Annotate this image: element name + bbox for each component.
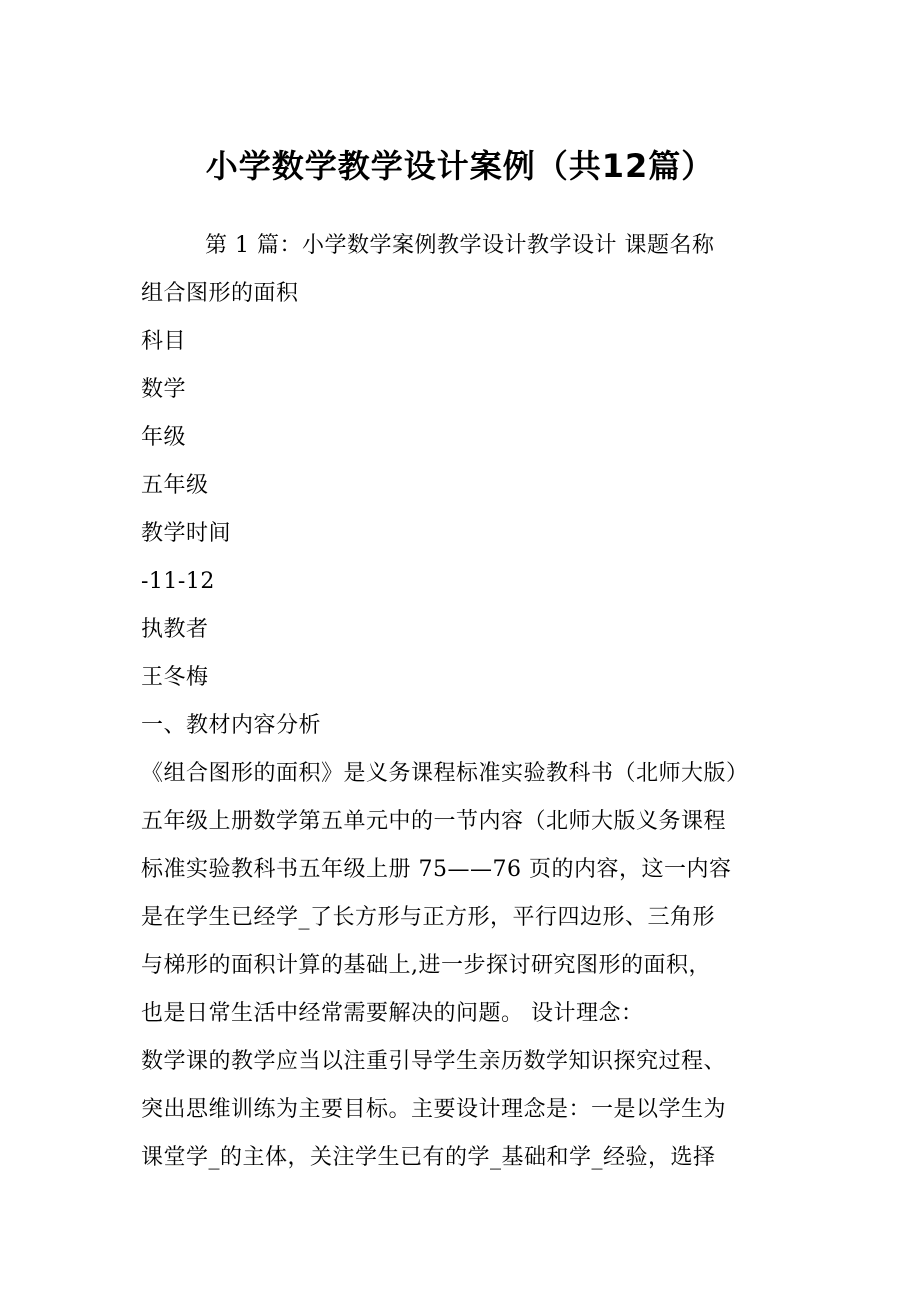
paragraph-line: 王冬梅 (141, 665, 209, 690)
paragraph-line: 数学 (141, 377, 187, 402)
paragraph-line: 突出思维训练为主要目标。主要设计理念是：一是以学生为 (141, 1097, 727, 1122)
paragraph-line: 标准实验教科书五年级上册 75——76 页的内容，这一内容 (141, 857, 732, 882)
paragraph-line: 数学课的教学应当以注重引导学生亲历数学知识探究过程、 (141, 1049, 727, 1074)
paragraph-line: 五年级 (141, 473, 209, 498)
section-heading: 一、教材内容分析 (141, 713, 322, 738)
paragraph-line: 执教者 (141, 617, 209, 642)
paragraph-line: -11-12 (141, 569, 215, 594)
paragraph-line: 《组合图形的面积》是义务课程标准实验教科书（北师大版） (141, 761, 749, 786)
paragraph-line: 课堂学_的主体，关注学生已有的学_基础和学_经验，选择 (141, 1145, 716, 1170)
paragraph-line: 教学时间 (141, 521, 232, 546)
paragraph-line: 科目 (141, 329, 187, 354)
paragraph-line: 第 1 篇：小学数学案例教学设计教学设计 课题名称 (205, 233, 715, 258)
paragraph-line: 是在学生已经学_了长方形与正方形，平行四边形、三角形 (141, 905, 716, 930)
paragraph-line: 也是日常生活中经常需要解决的问题。 设计理念： (141, 1001, 644, 1026)
paragraph-line: 与梯形的面积计算的基础上,进一步探讨研究图形的面积， (141, 953, 711, 978)
document-title: 小学数学教学设计案例（共12篇） (205, 147, 715, 185)
paragraph-line: 组合图形的面积 (141, 281, 299, 306)
paragraph-line: 年级 (141, 425, 187, 450)
document-body (141, 222, 791, 1182)
paragraph-line: 五年级上册数学第五单元中的一节内容（北师大版义务课程 (141, 809, 727, 834)
